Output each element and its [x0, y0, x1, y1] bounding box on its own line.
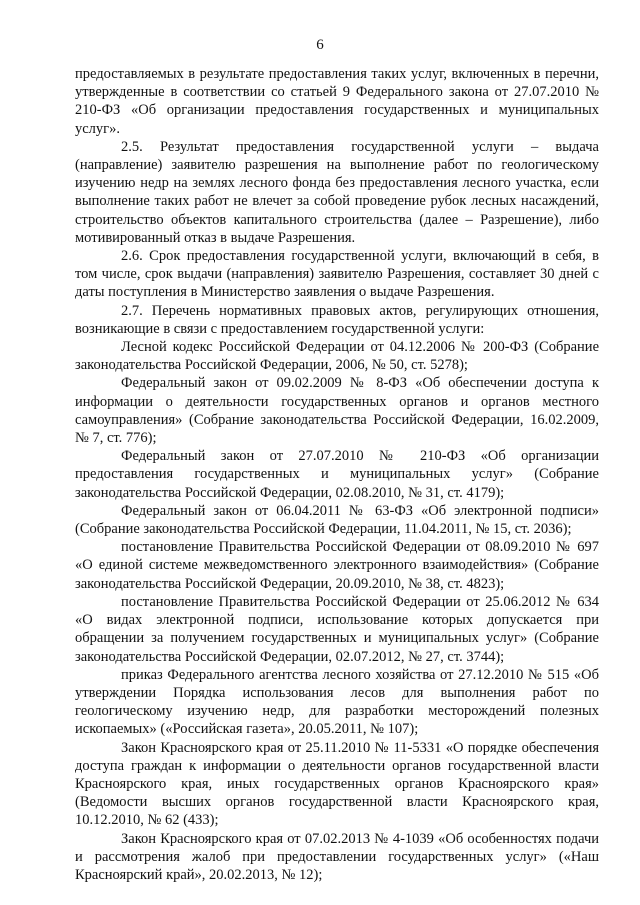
- paragraph: постановление Правительства Российской Федерации от 25.06.2012 № 634 «О видах электронной подписи, использование которых допускается при обращении за получением государственных и муниципальных услуг» (Собрание законодательства Российской Федерации, 02.07.2012, № 27, ст. 3744);: [75, 593, 599, 665]
- paragraph: приказ Федерального агентства лесного хозяйства от 27.12.2010 № 515 «Об утверждении Порядка использования лесов для выполнения работ по геологическому изучению недр, для разработки месторождений полезных ископаемых» («Российская газета», 20.05.2011, № 107);: [75, 666, 599, 738]
- paragraph: Лесной кодекс Российской Федерации от 04.12.2006 № 200-ФЗ (Собрание законодательства Российской Федерации, 2006, № 50, ст. 5278);: [75, 339, 599, 374]
- paragraph: Федеральный закон от 09.02.2009 № 8-ФЗ «Об обеспечении доступа к информации о деятельности государственных органов и органов местного самоуправления» (Собрание законодательства Российской Федерации, 16.02.2009, № 7, ст. 776);: [75, 375, 599, 447]
- paragraph: 2.6. Срок предоставления государственной услуги, включающий в себя, в том числе, срок выдачи (направления) заявителю Разрешения, составляет 30 дней с даты поступления в Министерство заявления о выдаче Разрешения.: [75, 248, 599, 301]
- page-number: 6: [316, 37, 324, 53]
- paragraph: постановление Правительства Российской Федерации от 08.09.2010 № 697 «О единой системе межведомственного электронного взаимодействия» (Собрание законодательства Российской Федерации, 20.09.2010, № 38, ст. 4823);: [75, 539, 599, 592]
- paragraph: Федеральный закон от 06.04.2011 № 63-ФЗ «Об электронной подписи» (Собрание законодательства Российской Федерации, 11.04.2011, № 15, ст. 2036);: [75, 502, 599, 538]
- paragraph: 2.5. Результат предоставления государственной услуги – выдача (направление) заявителю разрешения на выполнение работ по геологическому изучению недр на землях лесного фонда без предоставления лесного участка, если выполнение таких работ не влечет за собой проведение рубок лесных насаждений, строительство объектов капитального строительства (далее – Разрешение), либо мотивированный отказ в выдаче Разрешения.: [75, 138, 599, 246]
- paragraph: предоставляемых в результате предоставления таких услуг, включенных в перечни, утвержденные в соответствии со статьей 9 Федерального закона от 27.07.2010 № 210-ФЗ «Об организации предоставления государственных и муниципальных услуг».: [75, 66, 599, 137]
- document-body: [75, 65, 599, 884]
- paragraph: Федеральный закон от 27.07.2010 № 210-ФЗ «Об организации предоставления государственных и муниципальных услуг» (Собрание законодательства Российской Федерации, 02.08.2010, № 31, ст. 4179);: [75, 448, 599, 501]
- paragraph: Закон Красноярского края от 25.11.2010 № 11-5331 «О порядке обеспечения доступа граждан к информации о деятельности органов государственной власти Красноярского края, иных государственных органов Красноярского края» (Ведомости высших органов государственной власти Красноярского края, 10.12.2010, № 62 (433);: [75, 739, 599, 829]
- paragraph: Закон Красноярского края от 07.02.2013 № 4-1039 «Об особенностях подачи и рассмотрения жалоб при предоставлении государственных услуг» («Наш Красноярский край», 20.02.2013, № 12);: [75, 830, 599, 883]
- paragraph: 2.7. Перечень нормативных правовых актов, регулирующих отношения, возникающие в связи с предоставлением государственной услуги:: [75, 302, 599, 337]
